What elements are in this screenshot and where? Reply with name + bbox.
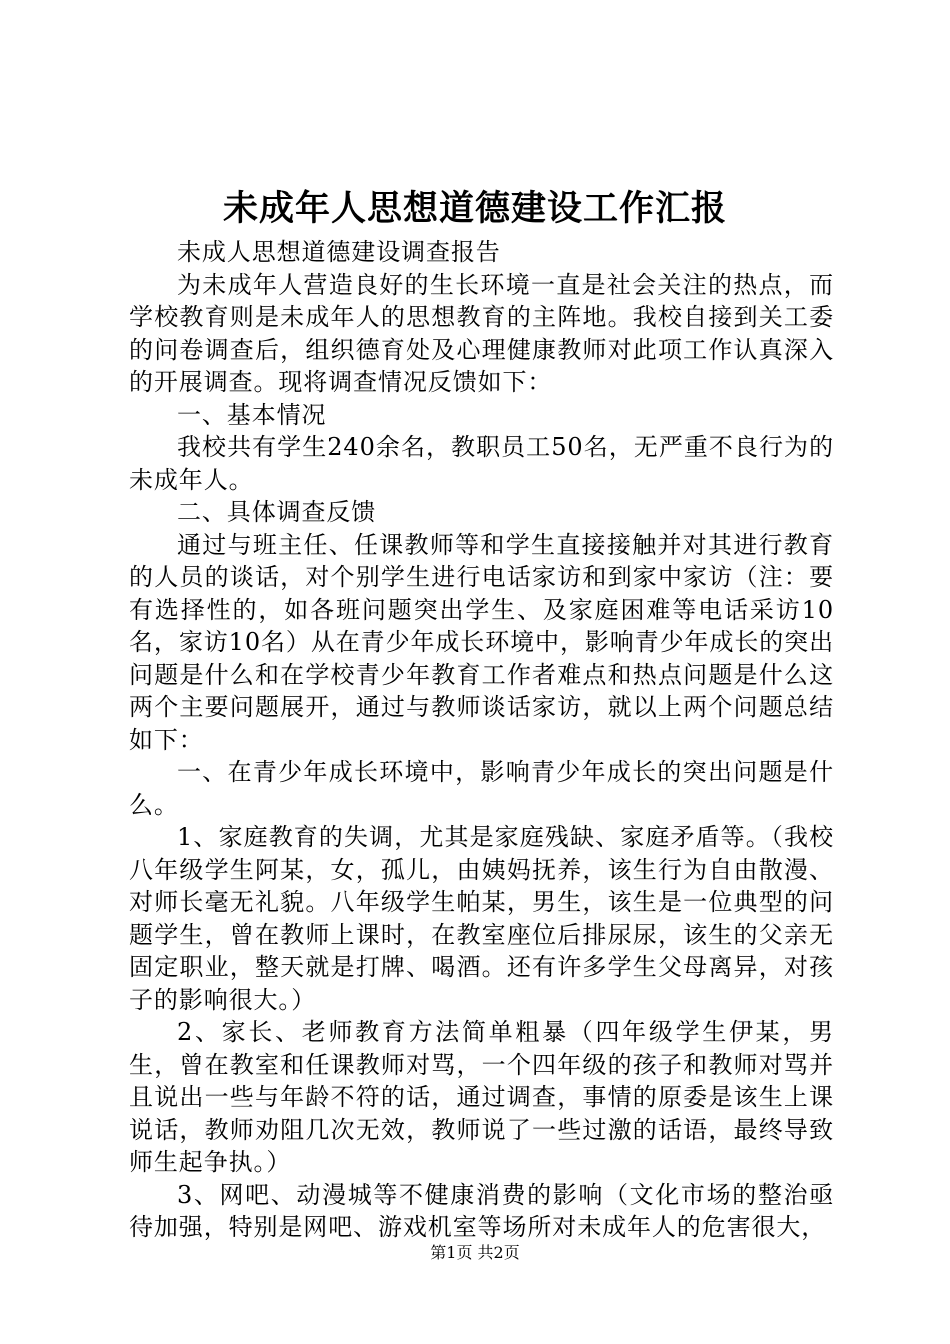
paragraph-basic-info: 我校共有学生240余名，教职员工50名，无严重不良行为的未成年人。 <box>129 433 834 494</box>
page-number-footer: 第1页 共2页 <box>430 1243 520 1262</box>
paragraph-item-3: 3、网吧、动漫城等不健康消费的影响（文化市场的整治亟待加强，特别是网吧、游戏机室等场所对未成年人的危害很大， <box>129 1180 834 1241</box>
section-heading-feedback: 二、具体调查反馈 <box>177 498 377 526</box>
section-heading-basic: 一、基本情况 <box>177 400 327 429</box>
section-heading-problems: 一、在青少年成长环境中，影响青少年成长的突出问题是什么。 <box>129 758 834 819</box>
document-title: 未成年人思想道德建设工作汇报 <box>222 188 727 229</box>
paragraph-item-1: 1、家庭教育的失调，尤其是家庭残缺、家庭矛盾等。（我校八年级学生阿某，女，孤儿，由姨妈抚养，该生行为自由散漫、对师长毫无礼貌。八年级学生帕某，男生，该生是一位典型的问题学生，曾在教师上课时，在教室座位后排尿尿，该生的父亲无固定职业，整天就是打牌、喝酒。还有许多学生父母离异，对孩子的影响很大。） <box>129 823 834 1014</box>
paragraph-intro: 为未成年人营造良好的生长环境一直是社会关注的热点，而学校教育则是未成年人的思想教育的主阵地。我校自接到关工委的问卷调查后，组织德育处及心理健康教师对此项工作认真深入的开展调查。现将调查情况反馈如下： <box>129 270 834 396</box>
paragraph-item-2: 2、家长、老师教育方法简单粗暴（四年级学生伊某，男生，曾在教室和任课教师对骂，一个四年级的孩子和教师对骂并且说出一些与年龄不符的话，通过调查，事情的原委是该生上课说话，教师劝阻几次无效，教师说了一些过激的话语，最终导致师生起争执。） <box>129 1018 834 1176</box>
paragraph-subtitle: 未成人思想道德建设调查报告 <box>177 238 501 266</box>
paragraph-survey-method: 通过与班主任、任课教师等和学生直接接触并对其进行教育的人员的谈话，对个别学生进行电话家访和到家中家访（注：要有选择性的，如各班问题突出学生、及家庭困难等电话采访10名，家访10名）从在青少年成长环境中，影响青少年成长的突出问题是什么和在学校青少年教育工作者难点和热点问题是什么这两个主要问题展开，通过与教师谈话家访，就以上两个问题总结如下： <box>129 530 834 754</box>
document-body <box>129 236 834 1244</box>
